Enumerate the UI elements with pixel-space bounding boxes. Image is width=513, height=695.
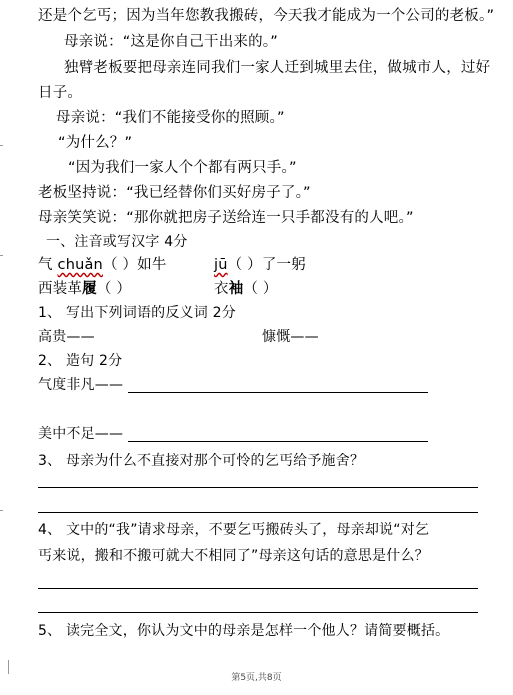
char-row (214, 279, 278, 299)
answer-line[interactable] (38, 512, 478, 513)
answer-line[interactable] (128, 441, 428, 442)
row-prefix: 衣 (214, 281, 229, 297)
page-number: 第5页,共8页 (231, 673, 282, 683)
answer-line[interactable] (128, 392, 428, 393)
row-suffix: 了一躬 (261, 257, 306, 273)
sentence-item: 美中不足—— (38, 426, 124, 442)
pinyin-ju: jū (214, 257, 228, 273)
answer-blank[interactable]: （ ） (243, 281, 278, 297)
margin-mark (0, 145, 3, 146)
pinyin-row (38, 255, 167, 275)
passage-line: 老板坚持说：“我已经替你们买好房子了。” (38, 185, 311, 201)
char-xiu: 袖 (228, 281, 244, 297)
question-title-cont: 丐来说，搬和不搬可就大不相同了”母亲这句话的意思是什么？ (38, 548, 429, 564)
margin-mark (0, 510, 3, 511)
row-suffix: 如牛 (137, 257, 167, 273)
margin-mark (0, 255, 3, 256)
passage-line: 还是个乞丐；因为当年您教我搬砖，今天我才能成为一个公司的老板。” (38, 8, 495, 24)
answer-line[interactable] (38, 612, 478, 613)
passage-line: 母亲说：“这是你自己干出来的。” (64, 34, 278, 50)
row-prefix: 西装革 (38, 281, 83, 297)
question-title: 3、 母亲为什么不直接对那个可怜的乞丐给予施舍？ (38, 453, 365, 469)
pinyin-chuan: chuǎn (57, 257, 103, 273)
answer-blank[interactable]: （ ） (102, 257, 138, 273)
answer-line[interactable] (38, 588, 478, 589)
question-title: 一、注音或写汉字 4分 (46, 234, 188, 250)
answer-blank[interactable]: （ ） (96, 281, 132, 297)
question-title: 1、 写出下列词语的反义词 2分 (38, 305, 236, 321)
passage-line: 日子。 (38, 85, 83, 101)
passage-line: 母亲说：“我们不能接受你的照顾。” (56, 110, 285, 126)
question-title: 2、 造句 2分 (38, 353, 123, 369)
char-lv: 履 (82, 281, 97, 297)
question-title: 4、 文中的“我”请求母亲，不要乞丐搬砖头了，母亲却说“对乞 (38, 522, 430, 538)
question-title: 5、 读完全文，你认为文中的母亲是怎样一个他人？请简要概括。 (38, 623, 450, 639)
antonym-item: 慷慨—— (262, 329, 319, 345)
passage-line: 母亲笑笑说：“那你就把房子送给连一只手都没有的人吧。” (38, 210, 414, 226)
char-row (38, 279, 131, 299)
sentence-item: 气度非凡—— (38, 377, 124, 393)
row-prefix: 气 (38, 257, 58, 273)
passage-line: 独臂老板要把母亲连同我们一家人迁到城里去住，做城市人，过好 (64, 60, 491, 76)
antonym-item: 高贵—— (38, 329, 95, 345)
passage-line: “因为我们一家人个个都有两只手。” (68, 160, 297, 176)
answer-line[interactable] (38, 487, 478, 488)
answer-blank[interactable]: （ ） (227, 257, 262, 273)
passage-line: “为什么？” (58, 135, 133, 151)
pinyin-row (214, 255, 306, 275)
